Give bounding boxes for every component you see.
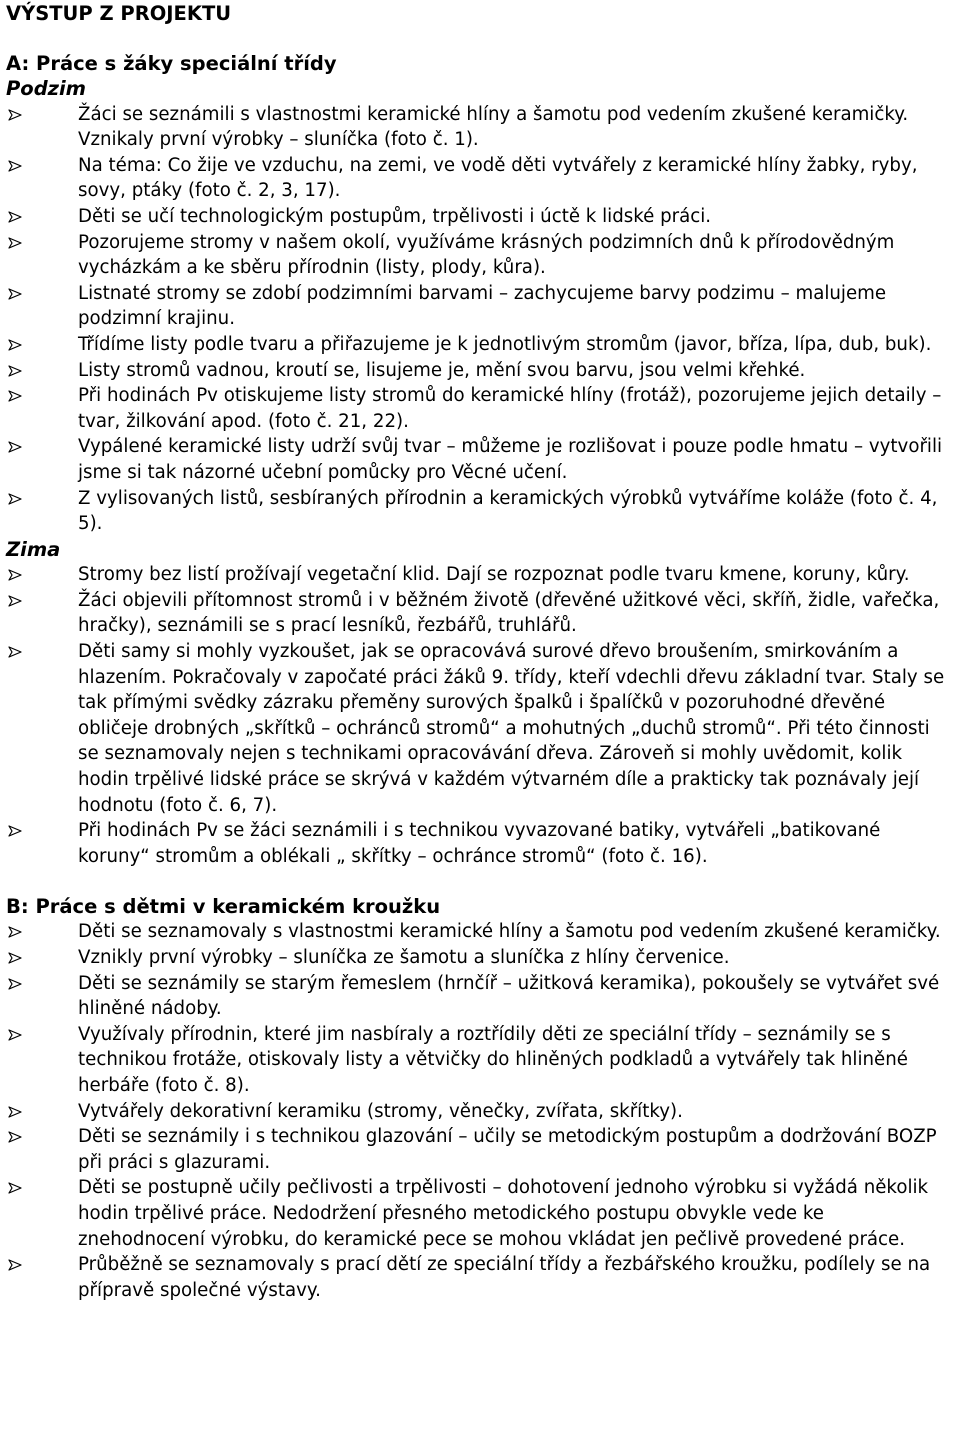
autumn-list-item-text: Děti se učí technologickým postupům, trpělivosti i úctě k lidské práci. <box>78 205 712 227</box>
autumn-list-item-text: Pozorujeme stromy v našem okolí, využíváme krásných podzimních dnů k přírodovědným vycházkám a ke sběru přírodnin (listy, plody, kůra). <box>78 231 895 279</box>
arrowhead-bullet-icon <box>8 646 22 658</box>
winter-list-item <box>6 562 954 588</box>
section-b-list <box>6 919 954 1303</box>
section-b-list-item <box>6 1099 954 1125</box>
section-b-list-item <box>6 1022 954 1099</box>
autumn-list-item-text: Třídíme listy podle tvaru a přiřazujeme je k jednotlivým stromům (javor, bříza, lípa, dub, buk). <box>78 333 932 355</box>
section-b-list-item <box>6 1175 954 1252</box>
section-a-heading: A: Práce s žáky speciální třídy <box>6 52 337 75</box>
section-b-list-item <box>6 1124 954 1175</box>
arrowhead-bullet-icon <box>8 1106 22 1118</box>
autumn-list-item <box>6 383 954 434</box>
autumn-list-item-text: Na téma: Co žije ve vzduchu, na zemi, ve vodě děti vytvářely z keramické hlíny žabky, ryby, sovy, ptáky (foto č. 2, 3, 17). <box>78 154 918 202</box>
document-title: VÝSTUP Z PROJEKTU <box>6 2 232 25</box>
arrowhead-bullet-icon <box>8 390 22 402</box>
arrowhead-bullet-icon <box>8 160 22 172</box>
arrowhead-bullet-icon <box>8 441 22 453</box>
autumn-list-item <box>6 281 954 332</box>
autumn-list-item-text: Žáci se seznámili s vlastnostmi keramické hlíny a šamotu pod vedením zkušené keramičky. Vznikaly první výrobky – sluníčka (foto č. 1). <box>78 103 909 151</box>
autumn-list-item-text: Vypálené keramické listy udrží svůj tvar – můžeme je rozlišovat i pouze podle hmatu – vytvořili jsme si tak názorné učební pomůcky pro Věcné učení. <box>78 436 943 483</box>
arrowhead-bullet-icon <box>8 109 22 121</box>
section-b-heading: B: Práce s dětmi v keramickém kroužku <box>6 895 441 919</box>
arrowhead-bullet-icon <box>8 1131 22 1143</box>
winter-list-item <box>6 639 954 818</box>
autumn-list-item <box>6 204 954 230</box>
autumn-list-item <box>6 358 954 384</box>
arrowhead-bullet-icon <box>8 926 22 938</box>
section-b-list-item-text: Děti se postupně učily pečlivosti a trpělivosti – dohotovení jednoho výrobku si vyžádá několik hodin trpělivé práce. Nedodržení přesného metodického postupu obvykle vede ke znehodnocení výrobku, do keramické pece se mohou vkládat jen pečlivě provedené práce. <box>78 1177 929 1250</box>
section-b-list-item <box>6 971 954 1022</box>
arrowhead-bullet-icon <box>8 1182 22 1194</box>
arrowhead-bullet-icon <box>8 952 22 964</box>
arrowhead-bullet-icon <box>8 1029 22 1041</box>
section-b-list-item-text: Průběžně se seznamovaly s prací dětí ze speciální třídy a řezbářského kroužku, podílely se na přípravě společné výstavy. <box>78 1254 931 1301</box>
arrowhead-bullet-icon <box>8 339 22 351</box>
section-b-list-item <box>6 919 954 945</box>
section-b-list-item <box>6 1252 954 1303</box>
winter-list-item-text: Stromy bez listí prožívají vegetační klid. Dají se rozpoznat podle tvaru kmene, koruny, kůry. <box>78 564 910 586</box>
autumn-list-item <box>6 153 954 204</box>
autumn-list-item <box>6 486 954 537</box>
arrowhead-bullet-icon <box>8 978 22 990</box>
autumn-list-item-text: Listy stromů vadnou, kroutí se, lisujeme je, mění svou barvu, jsou velmi křehké. <box>78 359 806 381</box>
winter-list-item-text: Děti samy si mohly vyzkoušet, jak se opracovává surové dřevo broušením, smirkováním a hlazením. Pokračovaly v započaté práci žáků 9. třídy, kteří vdechli dřevu základní tvar. Staly se tak přímými svědky zázraku přeměny surových špalků i špalíčků v pozoruhodné dřevěné obličeje drobných „skřítků – ochránců stromů“ a mohutných „duchů stromů“. Při této činnosti se seznamovaly nejen s technikami opracovávání dřeva. Zároveň si mohly uvědomit, kolik hodin trpělivé lidské práce se skrývá v každém výtvarném díle a prakticky tak poznávaly její hodnotu (foto č. 6, 7). <box>78 641 945 816</box>
section-b-list-item-text: Děti se seznámily i s technikou glazování – učily se metodickým postupům a dodržování BOZP při práci s glazurami. <box>78 1126 937 1173</box>
autumn-list <box>6 102 954 537</box>
section-b-list-item-text: Vytvářely dekorativní keramiku (stromy, věnečky, zvířata, skřítky). <box>78 1100 683 1122</box>
arrowhead-bullet-icon <box>8 288 22 300</box>
section-b-list-item-text: Děti se seznámily se starým řemeslem (hrnčíř – užitková keramika), pokoušely se vytvářet své hliněné nádoby. <box>78 972 940 1020</box>
winter-list-item-text: Žáci objevili přítomnost stromů i v běžném životě (dřevěné užitkové věci, skříň, židle, vařečka, hračky), seznámili se s prací lesníků, řezbářů, truhlářů. <box>78 589 940 637</box>
autumn-list-item <box>6 434 954 485</box>
season-autumn-label: Podzim <box>6 77 86 100</box>
winter-list-item <box>6 588 954 639</box>
arrowhead-bullet-icon <box>8 237 22 249</box>
winter-list <box>6 562 954 869</box>
arrowhead-bullet-icon <box>8 365 22 377</box>
arrowhead-bullet-icon <box>8 569 22 581</box>
autumn-list-item <box>6 102 954 153</box>
arrowhead-bullet-icon <box>8 211 22 223</box>
arrowhead-bullet-icon <box>8 1259 22 1271</box>
section-b-list-item-text: Využívaly přírodnin, které jim nasbíraly a roztřídily děti ze speciální třídy – seznámily se s technikou frotáže, otiskovaly listy a větvičky do hliněných podkladů a vytvářely tak hliněné herbáře (foto č. 8). <box>78 1023 908 1096</box>
winter-list-item <box>6 818 954 869</box>
arrowhead-bullet-icon <box>8 825 22 837</box>
section-b-list-item-text: Vznikly první výrobky – sluníčka ze šamotu a sluníčka z hlíny červenice. <box>78 947 730 968</box>
winter-list-item-text: Při hodinách Pv se žáci seznámili i s technikou vyvazované batiky, vytvářeli „batikované koruny“ stromům a oblékali „ skřítky – ochránce stromů“ (foto č. 16). <box>78 820 881 867</box>
arrowhead-bullet-icon <box>8 595 22 607</box>
autumn-list-item-text: Při hodinách Pv otiskujeme listy stromů do keramické hlíny (frotáž), pozorujeme jejich detaily – tvar, žilkování apod. (foto č. 21, 22). <box>78 385 942 432</box>
autumn-list-item-text: Listnaté stromy se zdobí podzimními barvami – zachycujeme barvy podzimu – malujeme podzimní krajinu. <box>78 282 887 330</box>
section-b-list-item-text: Děti se seznamovaly s vlastnostmi keramické hlíny a šamotu pod vedením zkušené keramičky. <box>78 921 941 943</box>
arrowhead-bullet-icon <box>8 493 22 505</box>
season-winter-label: Zima <box>6 537 61 561</box>
autumn-list-item <box>6 230 954 281</box>
autumn-list-item <box>6 332 954 358</box>
autumn-list-item-text: Z vylisovaných listů, sesbíraných přírodnin a keramických výrobků vytváříme koláže (foto č. 4, 5). <box>78 487 938 535</box>
section-b-list-item <box>6 945 954 971</box>
